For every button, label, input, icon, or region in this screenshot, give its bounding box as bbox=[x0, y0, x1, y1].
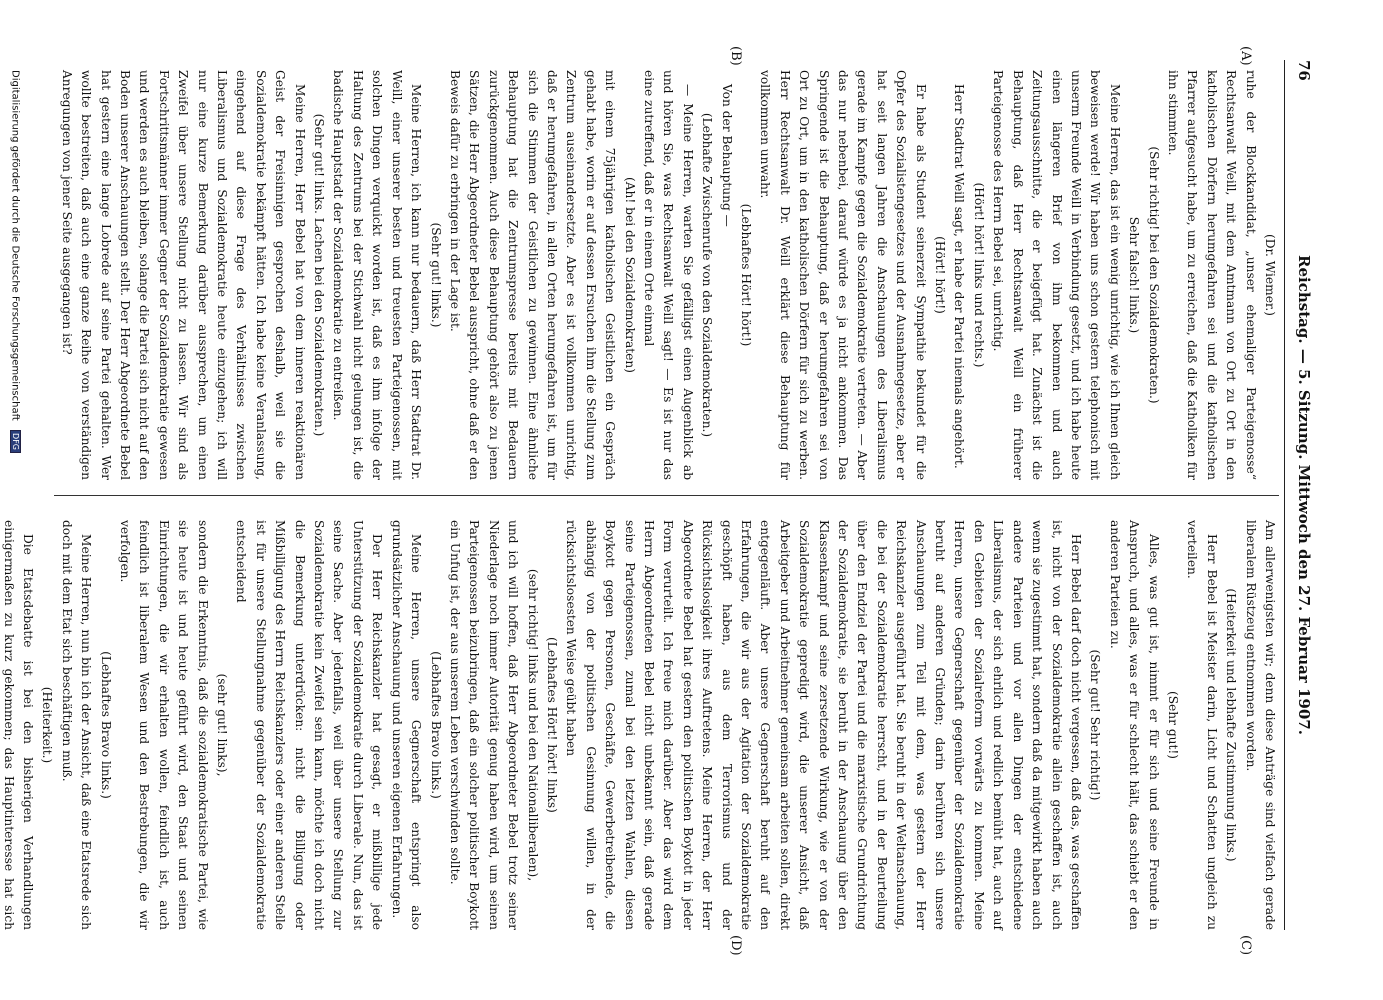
paragraph: sondern die Erkenntnis, daß die sozialdemokratische Partei, wie sie heute ist und heute geführt wird, den Staat und seinen Einrichtungen, die wir erhalten wollen, feindlich ist, auch feindlich ist liberalem Wesen und den Bestrebungen, die wir verfolgen. bbox=[118, 520, 210, 930]
interjection: (Lebhaftes Hört! hört! links) bbox=[544, 637, 559, 813]
page-number: 76 bbox=[1295, 60, 1313, 81]
paragraph: Meine Herren, Herr Bebel hat von dem inneren reaktionären Geist der Freisinnigen gesprochen deshalb, weil sie die Sozialdemokratie bekämpft hätten. Ich habe keine Veranlassung, eingehend auf diese Frage des Verhältnisses zwischen Liberalismus und Sozialdemokratie heute einzugehen; ich will nur eine kurze Bemerkung darüber aussprechen, um einen Zweifel über unsere Stellung nicht zu lassen. Wir sind als Fortschrittsmänner immer Gegner der Sozialdemokratie gewesen und werden es auch bleiben, solange die Partei sich nicht auf den Boden unserer Anschauungen stellt. Der Herr Abgeordnete Bebel hat gestern eine lange Lobrede auf seine Partei gehalten. Wer wollte bestreiten, daß auch eine ganze Reihe von verständigen Anregungen von jener Seite ausgegangen ist? bbox=[59, 70, 307, 480]
interjection: (Heiterkeit.) bbox=[40, 686, 55, 764]
paragraph: Herr Stadtrat Weill sagt, er habe der Partei niemals angehört. bbox=[952, 84, 967, 469]
interjection: (Lebhaftes Hört! hört!) bbox=[739, 203, 754, 347]
left-column bbox=[54, 70, 1279, 480]
paragraph: — Meine Herren, warten Sie gefälligst einen Augenblick ab und hören Sie, was Rechtsanwalt Weill sagt! — Es ist nur das eine zutreffend, daß er in einem Orte einmal bbox=[642, 70, 695, 480]
dfg-logo-icon: DFG bbox=[10, 430, 21, 453]
interjection: (Lebhaftes Bravo links.) bbox=[428, 651, 443, 799]
interjection: (Sehr gut! Sehr richtig!) bbox=[1088, 649, 1103, 801]
paragraph: Meine Herren, das ist ein wenig unrichtig, wie ich Ihnen gleich beweisen werde! Wir haben uns schon gestern telephonisch mit unserm Freunde Weill in Verbindung gesetzt, und ich habe heute einen längeren Brief von ihm bekommen und auch Zeitungsausschnitte, die er beigefügt hat. Zunächst ist die Behauptung, daß Herr Rechtsanwalt Weill ein früherer Parteigenosse des Herrn Bebel sei, unrichtig. bbox=[991, 70, 1122, 480]
paragraph: Die Etatsdebatte ist bei den bisherigen Verhandlungen einigermaßen zu kurz gekommen; das Hauptinteresse hat sich bbox=[1, 520, 35, 930]
paragraph: Herr Bebel ist Meister darin, Licht und Schatten ungleich zu verteilen. bbox=[1185, 520, 1219, 930]
interjection: (sehr richtig! links und bei den Nationalliberalen), bbox=[525, 568, 540, 882]
interjection: (Lebhafte Zwischenrufe von den Sozialdemokraten.) bbox=[700, 112, 715, 438]
paragraph: Alles, was gut ist, nimmt er für sich und seine Freunde in Anspruch, und alles, was er für schlecht hält, das schiebt er den anderen Parteien zu. bbox=[1107, 520, 1161, 930]
column-divider bbox=[54, 495, 1279, 496]
paragraph: und ich will hoffen, daß Herr Abgeordneter Bebel trotz seiner Niederlage noch immer Autorität genug haben wird, um seinen Parteigenossen beizubringen, daß ein solcher politischer Boykott ein Unfug ist, der aus unserem Leben verschwinden sollte. bbox=[447, 520, 521, 930]
margin-marker-a: (A) bbox=[1238, 46, 1253, 66]
interjection: (Sehr gut! links.) bbox=[428, 222, 443, 328]
header-rule bbox=[1284, 60, 1285, 930]
interjection: (Sehr gut! links. Lachen bei den Sozialdemokraten.) bbox=[312, 113, 327, 437]
paragraph: Herr Bebel darf doch nicht vergessen, daß das, was geschaffen ist, nicht von der Sozialdemokratie allein geschaffen ist, auch wenn sie zugestimmt hat, sondern daß da mitgewirkt haben auch andere Parteien und vor allen Dingen der entschiedene Liberalismus, der sich ehrlich und redlich bemüht hat, auch auf den Gebieten der Sozialreform vorwärts zu kommen. Meine Herren, unsere Gegnerschaft gegenüber der Sozialdemokratie beruht auf anderen Gründen; darin berühren sich unsere Anschauungen zum Teil mit dem, was gestern der Herr Reichskanzler ausgeführt hat. Sie beruht in der Weltanschauung, die bei der Sozialdemokratie herrscht, und in der Beurteilung über den Endziel der Partei und die marxistische Grundrichtung der Sozialdemokratie, sie beruht in der Anschauung über den Klassenkampf und seine zersetzende Wirkung, wie er von der Sozialdemokratie gepredigt wird, die unserer Ansicht, daß Arbeitgeber und Arbeitnehmer gemeinsam arbeiten sollen, direkt entgegenläuft. Aber unsere Gegnerschaft beruht auf den Erfahrungen, die wir aus der Agitation der Sozialdemokratie geschöpft haben, aus dem Terrorismus und der Rücksichtslosigkeit ihres Auftretens. Meine Herren, der Herr Abgeordnete Bebel hat gestern den politischen Boykott in jeder Form verurteilt. Ich freue mich darüber. Aber das wird dem Herrn Abgeordneten Bebel nicht unbekannt sein, daß gerade seine Parteigenossen, zumal bei den letzten Wahlen, diesen Boykott gegen Personen, Geschäfte, Gewerbetreibende, die abhängig von der politischen Gesinnung willen, in der rücksichtslosesten Weise geübt haben bbox=[564, 520, 1083, 930]
margin-marker-c: (C) bbox=[1238, 935, 1253, 956]
footer-text: Digitalisierung gefördert durch die Deutsche Forschungsgemeinschaft bbox=[9, 70, 21, 421]
margin-marker-d: (D) bbox=[728, 935, 743, 956]
interjection: (Lebhaftes Bravo links.) bbox=[98, 651, 113, 799]
paragraph: Er habe als Student seinerzeit Sympathie bekundet für die Opfer des Sozialistengesetzes und der Ausnahmegesetze, aber er hat seit langen Jahren die Anschauungen des Liberalismus gerade im Kampfe gegen die Sozialdemokratie vertreten. — Aber das nur nebenbei, darauf würde es ja nicht ankommen. Das Springende ist die Behauptung, daß er herumgefahren sei von Ort zu Ort, um in den katholischen Dörfern für sich zu werben. Herr Rechtsanwalt Dr. Weill erklärt diese Behauptung für vollkommen unwahr. bbox=[758, 70, 928, 480]
paragraph: Von der Behauptung — bbox=[719, 84, 734, 227]
page-header bbox=[1283, 60, 1313, 930]
paragraph: ruhe der Blockkandidat, „unser ehemaliger Parteigenosse“ Rechtsanwalt Weill, mit dem Amtmann von Ort zu Ort in den katholischen Dörfern herumgefahren sei und die katholischen Pfarrer aufgesucht habe, um zu erreichen, daß die Katholiken für ihn stimmten. bbox=[1165, 70, 1258, 480]
paragraph: Meine Herren, nun bin ich der Ansicht, daß eine Etatsrede sich doch mit dem Etat sich beschäftigen muß. bbox=[59, 520, 94, 930]
interjection: (Hört! hört!) bbox=[933, 236, 948, 314]
interjection: Sehr falsch! links.) bbox=[1127, 216, 1142, 334]
paragraph: mit einem 75jährigen katholischen Geistlichen ein Gespräch gehabt habe, worin er auf dessen Ersuchen ihm die Stellung zum Zentrum auseinandersetzte. Aber es ist vollkommen unrichtig, daß er herumgefahren, in allen Orten herumgefahren ist, um für sich die Stimmen der Geistlichen zu gewinnen. Eine ähnliche Behauptung hat die Zentrumspresse bereits mit Bedauern zurückgenommen. Auch diese Behauptung gehört also zu jenen Sätzen, die Herr Abgeordneter Bebel ausspricht, ohne daß er den Beweis dafür zu erbringen in der Lage ist. bbox=[447, 70, 618, 480]
margin-marker-b: (B) bbox=[728, 46, 743, 66]
digitization-footer bbox=[10, 70, 22, 453]
paragraph: Der Herr Reichskanzler hat gesagt, er mißbillige jede Unterstützung der Sozialdemokratie durch Liberale. Nun, das ist seine Sache. Aber jedenfalls, weil über unsere Stellung zur Sozialdemokratie kein Zweifel sein kann, möchte ich doch nicht die Bemerkung unterdrücken: nicht die Billigung oder Mißbilligung des Herrn Reichskanzlers oder einer anderen Stelle ist für unsere Stellungnahme gegenüber der Sozialdemokratie entscheidend bbox=[234, 520, 385, 930]
interjection: (Sehr gut!) bbox=[1165, 690, 1180, 760]
running-title: Reichstag. — 5. Sitzung. Mittwoch den 27. Februar 1907. bbox=[1295, 255, 1313, 735]
right-column bbox=[1, 520, 1279, 930]
interjection: (Heiterkeit und lebhafte Zustimmung links.) bbox=[1224, 588, 1239, 862]
paragraph: Am allerwenigsten wir; denn diese Anträge sind vielfach gerade liberalem Rüstzeug entnommen worden. bbox=[1243, 520, 1277, 930]
interjection: (Sehr richtig! bei den Sozialdemokraten.) bbox=[1146, 146, 1161, 404]
interjection: (Ah! bei den Sozialdemokraten) bbox=[622, 177, 637, 373]
interjection: (sehr gut! links), bbox=[215, 673, 230, 777]
speaker-label: (Dr. Wiemer.) bbox=[1263, 233, 1277, 317]
paragraph: Meine Herren, unsere Gegnerschaft entspringt also grundsätzlicher Anschauung und unseren eigenen Erfahrungen. bbox=[389, 520, 424, 930]
paragraph: Meine Herren, ich kann nur bedauern, daß Herr Stadtrat Dr. Weill, einer unserer besten und treuesten Parteigenossen, mit solchen Dingen verquickt worden ist, daß es ihm infolge der Haltung des Zentrums bei der Stichwahl nicht gelungen ist, die badische Hauptstadt der Sozialdemokratie zu entreißen. bbox=[331, 70, 424, 480]
interjection: (Hört! hört! links und rechts.) bbox=[971, 182, 986, 368]
